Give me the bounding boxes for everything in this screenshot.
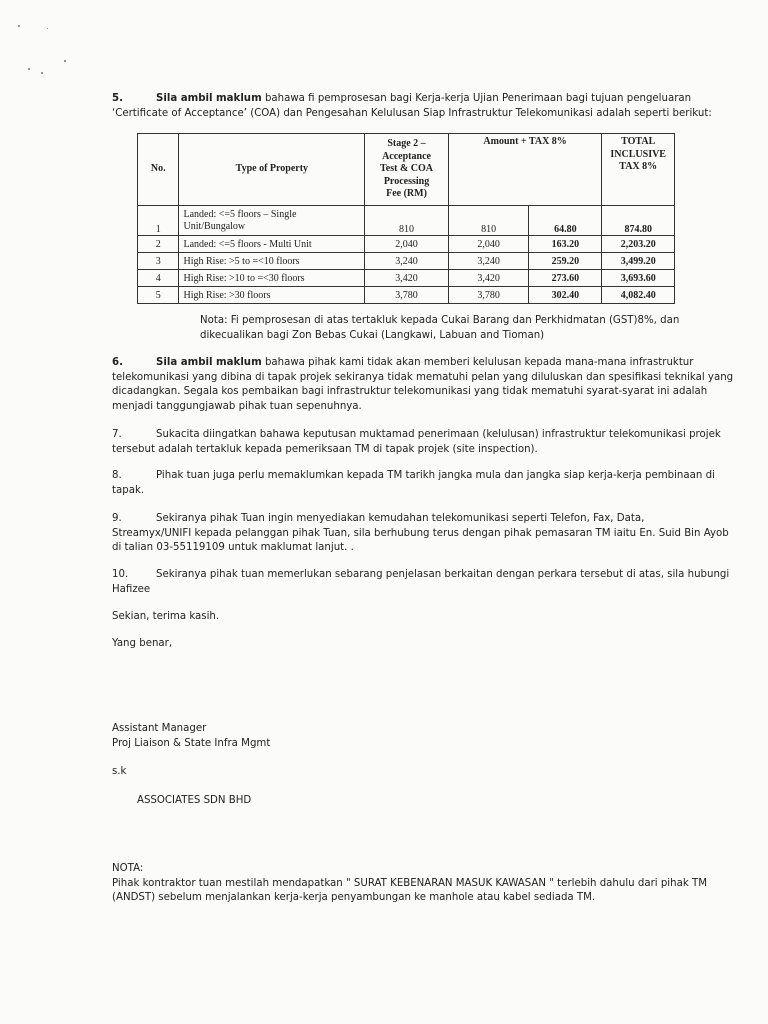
item-8-line2: tapak.	[112, 484, 145, 496]
cell-type: Landed: <=5 floors – Single Unit/Bungalow	[179, 206, 365, 236]
bottom-note-title: NOTA:	[112, 863, 144, 874]
scan-speck	[47, 28, 48, 29]
cell-no: 1	[138, 206, 179, 236]
cell-type: High Rise: >5 to =<10 floors	[179, 253, 365, 270]
fee-table	[137, 133, 675, 304]
item-5-text: bahawa fi pemprosesan bagi Kerja-kerja Ujian Penerimaan bagi tujuan pengeluaran	[264, 93, 692, 104]
item-6-line4: menjadi tanggungjawab pihak tuan sepenuhnya.	[112, 400, 362, 412]
cell-tax: 163.20	[529, 236, 602, 253]
item-9-line2: Streamyx/UNIFI kepada pelanggan pihak Tuan, sila berhubung terus dengan pihak pemasaran TM iaitu En. Suid Bin Ayob	[112, 527, 729, 539]
salutation: Yang benar,	[112, 638, 173, 649]
item-6-line3: dicadangkan. Segala kos pembaikan bagi infrastruktur telekomunikasi yang tidak mematuhi syarat-syarat ini adalah	[112, 386, 708, 397]
scan-speck	[41, 72, 43, 74]
cell-type: High Rise: >10 to =<30 floors	[179, 270, 365, 287]
cell-fee: 810	[365, 206, 449, 236]
cell-fee: 3,420	[365, 270, 449, 287]
item-5-line2: ‘Certificate of Acceptance’ (COA) dan Pengesahan Kelulusan Siap Infrastruktur Telekomunikasi adalah seperti berikut:	[112, 107, 712, 119]
item-10	[112, 568, 730, 597]
signatory	[112, 722, 270, 751]
cell-tax: 302.40	[529, 287, 602, 304]
bottom-note-line2: (ANDST) sebelum menjalankan kerja-kerja penyambungan ke manhole atau kabel sediada TM.	[112, 892, 596, 903]
gst-note	[200, 314, 688, 343]
cell-total: 4,082.40	[602, 287, 675, 304]
cell-total: 874.80	[602, 206, 675, 236]
cell-total: 2,203.20	[602, 236, 675, 253]
signatory-dept: Proj Liaison & State Infra Mgmt	[112, 737, 271, 749]
table-row	[138, 236, 675, 253]
cell-amount: 3,420	[448, 270, 529, 287]
item-8-line1: Pihak tuan juga perlu memaklumkan kepada TM tarikh jangka mula dan jangka siap kerja-kerja pembinaan di	[156, 470, 715, 481]
bottom-note-line1: Pihak kontraktor tuan mestilah mendapatkan " SURAT KEBENARAN MASUK KAWASAN " terlebih dahulu dari pihak TM	[112, 877, 707, 889]
cell-amount: 810	[448, 206, 529, 236]
cell-fee: 3,240	[365, 253, 449, 270]
item-8	[112, 469, 715, 498]
cell-no: 3	[138, 253, 179, 270]
cell-fee: 3,780	[365, 287, 449, 304]
item-number: 8.	[112, 470, 122, 481]
cell-total: 3,693.60	[602, 270, 675, 287]
item-7-line1: Sukacita diingatkan bahawa keputusan muktamad penerimaan (kelulusan) infrastruktur telekomunikasi projek	[156, 429, 721, 440]
scan-speck	[18, 25, 20, 27]
cell-amount: 3,240	[448, 253, 529, 270]
closing: Sekian, terima kasih.	[112, 611, 220, 622]
item-6	[112, 356, 734, 414]
item-9-line1: Sekiranya pihak Tuan ingin menyediakan kemudahan telekomunikasi seperti Telefon, Fax, Data,	[156, 513, 645, 524]
item-number: 9.	[112, 513, 122, 524]
item-9-line3: di talian 03-55119109 untuk maklumat lanjut. .	[112, 542, 354, 553]
cell-tax: 64.80	[529, 206, 602, 236]
cell-type: Landed: <=5 floors - Multi Unit	[179, 236, 365, 253]
cc-label: s.k	[112, 766, 127, 777]
item-6-line2: telekomunikasi yang dibina di tapak projek sekiranya tidak mematuhi pelan yang diluluskan dan spesifikasi teknikal yang	[112, 371, 734, 383]
item-number: 7.	[112, 429, 122, 440]
gst-note-line2: dikecualikan bagi Zon Bebas Cukai (Langkawi, Labuan and Tioman)	[200, 329, 545, 341]
item-10-line2: Hafizee	[112, 583, 151, 595]
cell-total: 3,499.20	[602, 253, 675, 270]
cell-tax: 273.60	[529, 270, 602, 287]
item-6-bold: Sila ambil maklum	[156, 357, 262, 368]
scan-speck	[64, 60, 66, 62]
header-type: Type of Property	[179, 134, 365, 206]
table-row	[138, 270, 675, 287]
scan-speck	[28, 68, 30, 70]
item-7-line2: tersebut adalah tertakluk kepada pemeriksaan TM di tapak projek (site inspection).	[112, 443, 538, 455]
item-9	[112, 512, 729, 556]
cell-amount: 2,040	[448, 236, 529, 253]
item-5-bold: Sila ambil maklum	[156, 93, 262, 104]
item-5	[112, 92, 712, 121]
cell-amount: 3,780	[448, 287, 529, 304]
gst-note-line1: Nota: Fi pemprosesan di atas tertakluk kepada Cukai Barang dan Perkhidmatan (GST)8%, dan	[200, 315, 680, 326]
item-number: 10.	[112, 569, 129, 580]
table-row	[138, 287, 675, 304]
cell-tax: 259.20	[529, 253, 602, 270]
header-amount-tax: Amount + TAX 8%	[448, 134, 602, 206]
cell-no: 5	[138, 287, 179, 304]
table-row	[138, 206, 675, 236]
bottom-note	[112, 862, 707, 906]
cell-no: 4	[138, 270, 179, 287]
item-5-line1	[112, 92, 692, 107]
header-stage2: Stage 2 – Acceptance Test & COA Processing Fee (RM)	[365, 134, 449, 206]
item-7	[112, 428, 721, 457]
item-number: 6.	[112, 357, 123, 368]
cell-no: 2	[138, 236, 179, 253]
signatory-title: Assistant Manager	[112, 723, 207, 734]
cell-type: High Rise: >30 floors	[179, 287, 365, 304]
cc-company: ASSOCIATES SDN BHD	[137, 795, 252, 806]
cell-fee: 2,040	[365, 236, 449, 253]
item-6-line1: bahawa pihak kami tidak akan memberi kelulusan kepada mana-mana infrastruktur	[264, 357, 694, 368]
item-number: 5.	[112, 93, 123, 104]
header-no: No.	[138, 134, 179, 206]
table-row	[138, 253, 675, 270]
header-total: TOTAL INCLUSIVE TAX 8%	[602, 134, 675, 206]
item-10-line1: Sekiranya pihak tuan memerlukan sebarang penjelasan berkaitan dengan perkara tersebut di atas, sila hubungi	[156, 569, 730, 580]
